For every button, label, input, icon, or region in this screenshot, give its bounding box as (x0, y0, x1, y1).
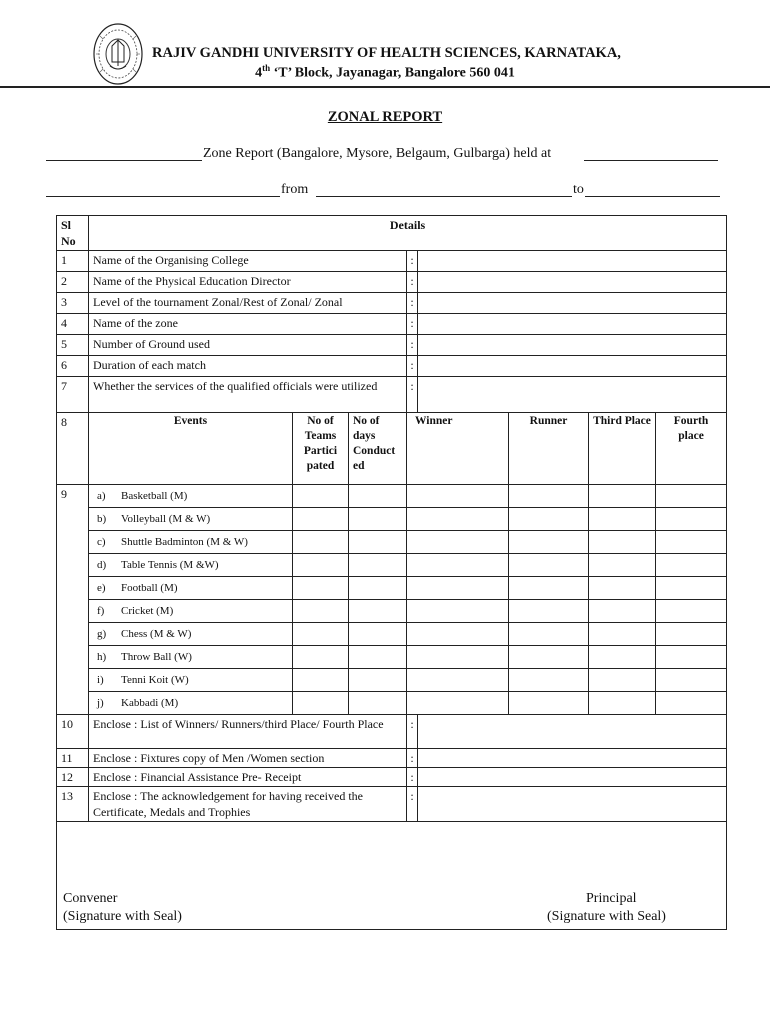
from-label: from (281, 182, 309, 197)
row-number: 7 (57, 377, 89, 413)
event-label: Volleyball (M & W) (121, 513, 211, 525)
address-number: 4 (255, 65, 263, 81)
colon-separator: : (407, 787, 418, 822)
days-conducted-header: No of days Conduct ed (349, 413, 407, 485)
event-row (57, 669, 727, 692)
teams-participated-header: No of Teams Partici pated (293, 413, 349, 485)
runner-field[interactable] (509, 531, 589, 554)
enclosure-row (57, 768, 727, 787)
row-value-field[interactable] (418, 293, 727, 314)
detail-row (57, 335, 727, 356)
colon-separator: : (407, 356, 418, 377)
colon-separator: : (407, 377, 418, 413)
row-label: Name of the Organising College (89, 251, 407, 272)
fourth-place-field[interactable] (656, 485, 727, 508)
runner-field[interactable] (509, 623, 589, 646)
table-header-row (57, 216, 727, 251)
third-place-header: Third Place (589, 413, 656, 485)
event-row (57, 692, 727, 715)
event-row (57, 577, 727, 600)
colon-separator: : (407, 335, 418, 356)
third-place-field[interactable] (589, 646, 656, 669)
event-label: Basketball (M) (121, 490, 188, 502)
fourth-place-header: Fourth place (656, 413, 727, 485)
days-field[interactable] (349, 531, 407, 554)
convener-title: Convener (63, 891, 118, 906)
convener-signature-label: (Signature with Seal) (63, 909, 182, 924)
event-name (89, 623, 293, 646)
third-place-field[interactable] (589, 531, 656, 554)
third-place-field[interactable] (589, 508, 656, 531)
event-row (57, 600, 727, 623)
event-label: Cricket (M) (121, 605, 174, 617)
winner-field[interactable] (407, 577, 509, 600)
event-name (89, 646, 293, 669)
zonal-report-table (56, 215, 727, 930)
row-value-field[interactable] (418, 356, 727, 377)
colon-separator: : (407, 749, 418, 768)
teams-field[interactable] (293, 508, 349, 531)
fourth-place-field[interactable] (656, 577, 727, 600)
days-field[interactable] (349, 554, 407, 577)
runner-field[interactable] (509, 577, 589, 600)
winner-field[interactable] (407, 554, 509, 577)
venue-blank-line[interactable] (46, 196, 280, 197)
event-label: Shuttle Badminton (M & W) (121, 536, 248, 548)
detail-row (57, 314, 727, 335)
fourth-place-field[interactable] (656, 692, 727, 715)
winner-field[interactable] (407, 669, 509, 692)
fourth-place-field[interactable] (656, 554, 727, 577)
third-place-field[interactable] (589, 577, 656, 600)
events-header-row (57, 413, 727, 485)
third-place-field[interactable] (589, 692, 656, 715)
enclosure-value-field[interactable] (418, 787, 727, 822)
fourth-place-field[interactable] (656, 646, 727, 669)
teams-field[interactable] (293, 669, 349, 692)
colon-separator: : (407, 314, 418, 335)
row-label: Duration of each match (89, 356, 407, 377)
row-number: 11 (57, 749, 89, 768)
enclosure-value-field[interactable] (418, 715, 727, 749)
row-value-field[interactable] (418, 314, 727, 335)
to-label: to (573, 182, 584, 197)
event-label: Kabbadi (M) (121, 697, 179, 709)
colon-separator: : (407, 715, 418, 749)
runner-field[interactable] (509, 669, 589, 692)
event-key: d) (97, 559, 107, 571)
teams-field[interactable] (293, 577, 349, 600)
event-name (89, 485, 293, 508)
row-label: Whether the services of the qualified officials were utilized (89, 377, 407, 413)
enclosure-label: Enclose : Financial Assistance Pre- Receipt (89, 768, 407, 787)
detail-row (57, 251, 727, 272)
colon-separator: : (407, 251, 418, 272)
enclosure-label: Enclose : Fixtures copy of Men /Women section (89, 749, 407, 768)
third-place-field[interactable] (589, 485, 656, 508)
event-row (57, 623, 727, 646)
days-field[interactable] (349, 485, 407, 508)
zone-blank-line[interactable] (46, 160, 202, 161)
days-field[interactable] (349, 623, 407, 646)
row-number: 13 (57, 787, 89, 822)
event-key: a) (97, 490, 106, 502)
days-field[interactable] (349, 692, 407, 715)
winner-field[interactable] (407, 508, 509, 531)
event-row (57, 646, 727, 669)
event-key: g) (97, 628, 107, 640)
principal-signature-label: (Signature with Seal) (547, 909, 666, 924)
event-key: h) (97, 651, 107, 663)
teams-field[interactable] (293, 623, 349, 646)
sl-no-header: Sl No (57, 216, 89, 251)
row-value-field[interactable] (418, 251, 727, 272)
event-label: Tenni Koit (W) (121, 674, 189, 686)
enclosure-value-field[interactable] (418, 768, 727, 787)
fourth-place-field[interactable] (656, 623, 727, 646)
event-row (57, 554, 727, 577)
runner-field[interactable] (509, 600, 589, 623)
row-number: 4 (57, 314, 89, 335)
detail-row (57, 272, 727, 293)
enclosure-row (57, 787, 727, 822)
row-value-field[interactable] (418, 272, 727, 293)
winner-field[interactable] (407, 646, 509, 669)
row-label: Level of the tournament Zonal/Rest of Zonal/ Zonal (89, 293, 407, 314)
report-title: ZONAL REPORT (327, 109, 443, 125)
teams-field[interactable] (293, 554, 349, 577)
row-label: Name of the Physical Education Director (89, 272, 407, 293)
event-label: Football (M) (121, 582, 178, 594)
event-row (57, 485, 727, 508)
teams-field[interactable] (293, 600, 349, 623)
event-row (57, 508, 727, 531)
row-number: 10 (57, 715, 89, 749)
detail-row (57, 356, 727, 377)
row-number: 12 (57, 768, 89, 787)
colon-separator: : (407, 768, 418, 787)
days-field[interactable] (349, 669, 407, 692)
event-name (89, 692, 293, 715)
row-label: Name of the zone (89, 314, 407, 335)
teams-field[interactable] (293, 531, 349, 554)
principal-title: Principal (586, 891, 637, 906)
third-place-field[interactable] (589, 669, 656, 692)
detail-row (57, 293, 727, 314)
address-text: ‘T’ Block, Jayanagar, Bangalore 560 041 (270, 65, 515, 81)
days-field[interactable] (349, 646, 407, 669)
event-key: e) (97, 582, 106, 594)
fourth-place-field[interactable] (656, 531, 727, 554)
runner-header: Runner (509, 413, 589, 485)
fourth-place-field[interactable] (656, 669, 727, 692)
third-place-field[interactable] (589, 600, 656, 623)
event-key: j) (97, 697, 104, 709)
event-key: c) (97, 536, 106, 548)
fourth-place-field[interactable] (656, 600, 727, 623)
colon-separator: : (407, 293, 418, 314)
teams-field[interactable] (293, 485, 349, 508)
third-place-field[interactable] (589, 554, 656, 577)
row-number: 8 (57, 413, 89, 485)
event-name (89, 577, 293, 600)
days-field[interactable] (349, 577, 407, 600)
enclosure-row (57, 715, 727, 749)
event-name (89, 554, 293, 577)
event-key: f) (97, 605, 105, 617)
address-superscript: th (262, 63, 271, 73)
winner-field[interactable] (407, 692, 509, 715)
row-value-field[interactable] (418, 377, 727, 413)
zone-report-text: Zone Report (Bangalore, Mysore, Belgaum, Gulbarga) held at (203, 146, 552, 161)
event-key: i) (97, 674, 104, 686)
event-label: Table Tennis (M &W) (121, 559, 219, 571)
row-number: 1 (57, 251, 89, 272)
winner-field[interactable] (407, 600, 509, 623)
row-number: 3 (57, 293, 89, 314)
runner-field[interactable] (509, 485, 589, 508)
events-header: Events (89, 413, 293, 485)
row-number: 6 (57, 356, 89, 377)
event-name (89, 600, 293, 623)
enclosure-label: Enclose : The acknowledgement for having received the Certificate, Medals and Trophies (89, 787, 407, 822)
runner-field[interactable] (509, 554, 589, 577)
winner-field[interactable] (407, 485, 509, 508)
row-number: 5 (57, 335, 89, 356)
third-place-field[interactable] (589, 623, 656, 646)
row-label: Number of Ground used (89, 335, 407, 356)
to-date-blank-line[interactable] (585, 196, 720, 197)
event-name (89, 669, 293, 692)
event-label: Chess (M & W) (121, 628, 192, 640)
runner-field[interactable] (509, 646, 589, 669)
teams-field[interactable] (293, 646, 349, 669)
event-name (89, 508, 293, 531)
event-row (57, 531, 727, 554)
event-key: b) (97, 513, 107, 525)
held-at-blank-line[interactable] (584, 160, 718, 161)
row-number: 9 (57, 485, 89, 715)
teams-field[interactable] (293, 692, 349, 715)
fourth-place-field[interactable] (656, 508, 727, 531)
header-divider (0, 86, 770, 88)
enclosure-row (57, 749, 727, 768)
detail-row (57, 377, 727, 413)
university-name: RAJIV GANDHI UNIVERSITY OF HEALTH SCIENCES, KARNATAKA, (152, 45, 621, 61)
colon-separator: : (407, 272, 418, 293)
days-field[interactable] (349, 508, 407, 531)
winner-field[interactable] (407, 623, 509, 646)
enclosure-value-field[interactable] (418, 749, 727, 768)
row-value-field[interactable] (418, 335, 727, 356)
from-date-blank-line[interactable] (316, 196, 572, 197)
days-field[interactable] (349, 600, 407, 623)
row-number: 2 (57, 272, 89, 293)
enclosure-label: Enclose : List of Winners/ Runners/third Place/ Fourth Place (89, 715, 407, 749)
winner-field[interactable] (407, 531, 509, 554)
runner-field[interactable] (509, 508, 589, 531)
winner-header: Winner (407, 413, 509, 485)
university-address (0, 63, 770, 82)
details-header: Details (89, 216, 727, 251)
event-name (89, 531, 293, 554)
runner-field[interactable] (509, 692, 589, 715)
event-label: Throw Ball (W) (121, 651, 192, 663)
